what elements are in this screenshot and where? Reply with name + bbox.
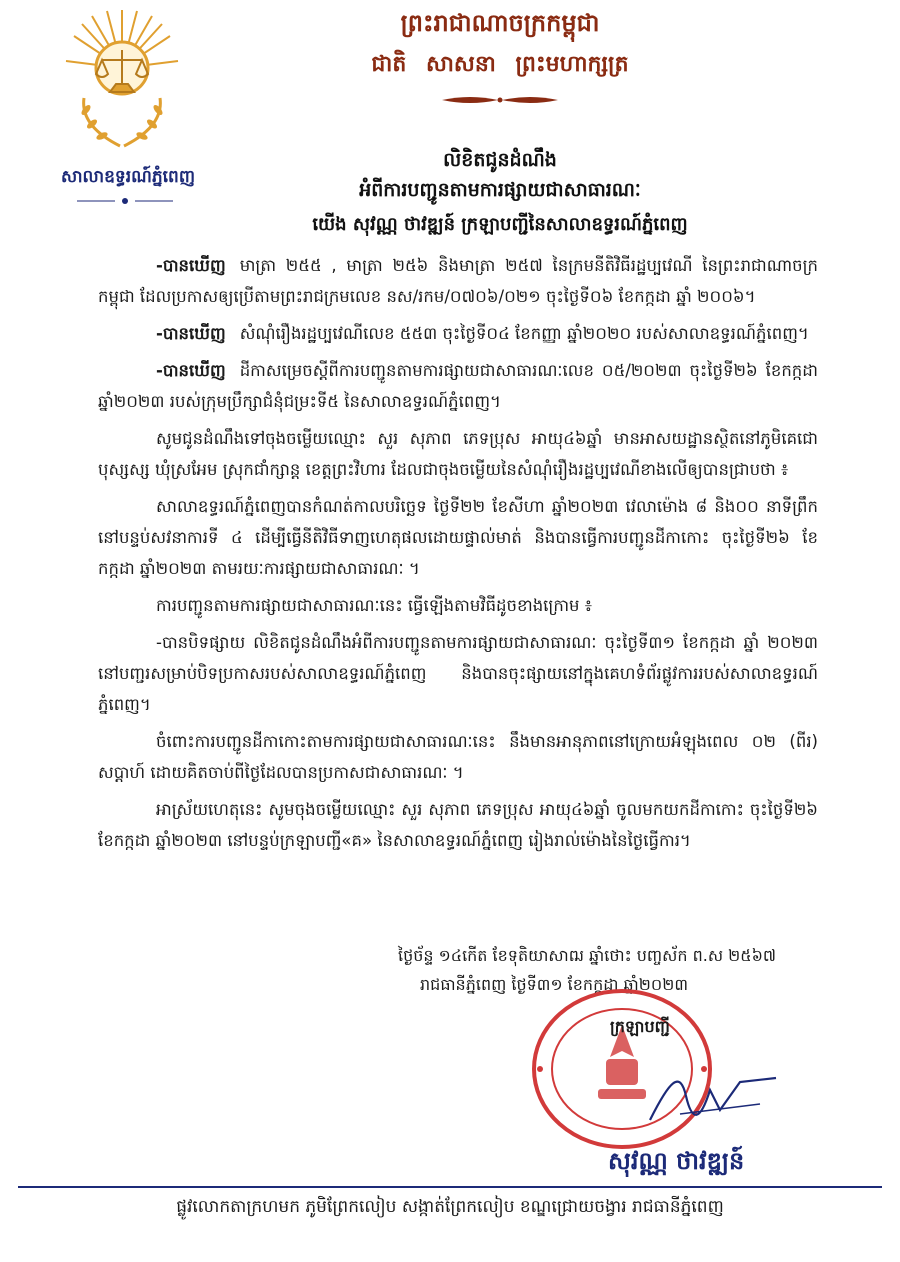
document-title: លិខិតជូនដំណឹង [443,149,557,171]
document-subtitle: អំពីការបញ្ជូនតាមការផ្សាយជាសាធារណៈ [359,179,641,201]
footer-divider [18,1186,882,1188]
document-opening: យើង សុវណ្ណ ថាវឌ្ឍន៍ ក្រឡាបញ្ជីនៃសាលាឧទ្ធរណ៍ភ្នំពេញ [312,214,688,235]
body-paragraph: -បានបិទផ្សាយ លិខិតជូនដំណឹងអំពីការបញ្ជូនតាមការផ្សាយជាសាធារណៈ ចុះថ្ងៃទី៣១ ខែកក្កដា ឆ្នាំ ២០២៣ នៅបញ្ជរសម្រាប់បិទប្រកាសរបស់សាលាឧទ្ធរណ៍ភ្នំពេញ និងបានចុះផ្សាយនៅក្នុងគេហទំព័រផ្លូវការរបស់សាលាឧទ្ធរណ៍ភ្នំពេញ។ [98,633,818,714]
handwritten-signature-icon [640,1060,780,1130]
body-paragraph [98,250,818,312]
signer-name: សុវណ្ណ ថាវឌ្ឍន៍ [608,1146,745,1175]
body-paragraph: សាលាឧទ្ធរណ៍ភ្នំពេញបានកំណត់កាលបរិច្ឆេទ ថ្ងៃទី២២ ខែសីហា ឆ្នាំ២០២៣ វេលាម៉ោង ៨ និង០០ នាទីព្រឹក នៅបន្ទប់សវនាការទី ៤ ដើម្បីធ្វើនីតិវិធីទាញហេតុផលដោយផ្ទាល់មាត់ និងបានធ្វើការបញ្ជូនដីកាកោះ ចុះថ្ងៃទី២៦ ខែកក្កដា ឆ្នាំ២០២៣ តាមរយៈការផ្សាយជាសាធារណៈ ។ [98,497,818,578]
body-paragraph: ការបញ្ជូនតាមការផ្សាយជាសាធារណៈនេះ ធ្វើឡើងតាមវិធីដូចខាងក្រោម ៖ [156,596,593,615]
body-paragraph: អាស្រ័យហេតុនេះ សូមចុងចម្លើយឈ្មោះ សួរ សុភាព ភេទប្រុស អាយុ៤៦ឆ្នាំ ចូលមកយកដីកាកោះ ចុះថ្ងៃទី២៦ ខែកក្កដា ឆ្នាំ២០២៣ នៅបន្ទប់ក្រឡាបញ្ជី«គ» នៃសាលាឧទ្ធរណ៍ភ្នំពេញ រៀងរាល់ម៉ោងនៃថ្ងៃធ្វើការ។ [98,800,818,850]
paragraph-text: សំណុំរឿងរដ្ឋប្បវេណីលេខ ៥៥៣ ចុះថ្ងៃទី០៤ ខែកញ្ញា ឆ្នាំ២០២០ របស់សាលាឧទ្ធរណ៍ភ្នំពេញ។ [239,324,809,343]
ornament-divider-icon [75,196,175,206]
footer-address: ផ្លូវលោកតាក្រហមក ភូមិព្រែកលៀប សង្កាត់ព្រែកលៀប ខណ្ឌជ្រោយចង្វារ រាជធានីភ្នំពេញ [176,1197,724,1217]
document-body [98,250,818,862]
paragraph-label: -បានឃើញ [156,361,226,380]
body-paragraph: ចំពោះការបញ្ជូនដីកាកោះតាមការផ្សាយជាសាធារណៈនេះ នឹងមានអានុភាពនៅក្រោយអំឡុងពេល ០២ (ពីរ) សប្តាហ៍ ដោយគិតចាប់ពីថ្ងៃដែលបានប្រកាសជាសាធារណៈ ។ [98,732,818,782]
body-paragraph: សូមជូនដំណឹងទៅចុងចម្លើយឈ្មោះ សួរ សុភាព ភេទប្រុស អាយុ៤៦ឆ្នាំ មានអាសយដ្ឋានស្ថិតនៅភូមិគេជោបុស្សស្ស ឃុំស្រអែម ស្រុកជាំក្សាន្ត ខេត្តព្រះវិហារ ដែលជាចុងចម្លើយនៃសំណុំរឿងរដ្ឋប្បវេណីខាងលើឲ្យបានជ្រាបថា ៖ [98,429,818,479]
court-emblem-icon [62,6,182,156]
lunar-date: ថ្ងៃច័ន្ទ ១៤កើត ខែទុតិយាសាឍ ឆ្នាំថោះ បញ្ចស័ក ព.ស ២៥៦៧ [398,946,777,965]
kingdom-heading: ព្រះរាជាណាចក្រកម្ពុជា [400,8,600,37]
paragraph-label: -បានឃើញ [156,256,226,275]
body-paragraph [98,355,818,417]
place-date: រាជធានីភ្នំពេញ ថ្ងៃទី៣១ ខែកក្កដា ឆ្នាំ២០២៣ [420,975,688,994]
paragraph-text: មាត្រា ២៥៥ , មាត្រា ២៥៦ និងមាត្រា ២៥៧ នៃក្រមនីតិវិធីរដ្ឋប្បវេណី នៃព្រះរាជាណាចក្រកម្ពុជា ដែលប្រកាសឲ្យប្រើតាមព្រះរាជក្រមលេខ នស/រកម/០៧០៦/០២១ ចុះថ្ងៃទី០៦ ខែកក្កដា ឆ្នាំ ២០០៦។ [98,256,818,306]
paragraph-text: ដីកាសម្រេចស្តីពីការបញ្ជូនតាមការផ្សាយជាសាធារណៈលេខ ០៥/២០២៣ ចុះថ្ងៃទី២៦ ខែកក្កដា ឆ្នាំ២០២៣ របស់ក្រុមប្រឹក្សាជំនុំជម្រះទី៥ នៃសាលាឧទ្ធរណ៍ភ្នំពេញ។ [98,361,818,411]
signer-position: ក្រឡាបញ្ជី [610,1017,670,1036]
court-name: សាលាឧទ្ធរណ៍ភ្នំពេញ [60,167,196,187]
body-paragraph [98,318,818,349]
ornament-divider-icon [440,94,560,106]
paragraph-label: -បានឃើញ [156,324,226,343]
national-motto: ជាតិ សាសនា ព្រះមហាក្សត្រ [371,51,629,77]
